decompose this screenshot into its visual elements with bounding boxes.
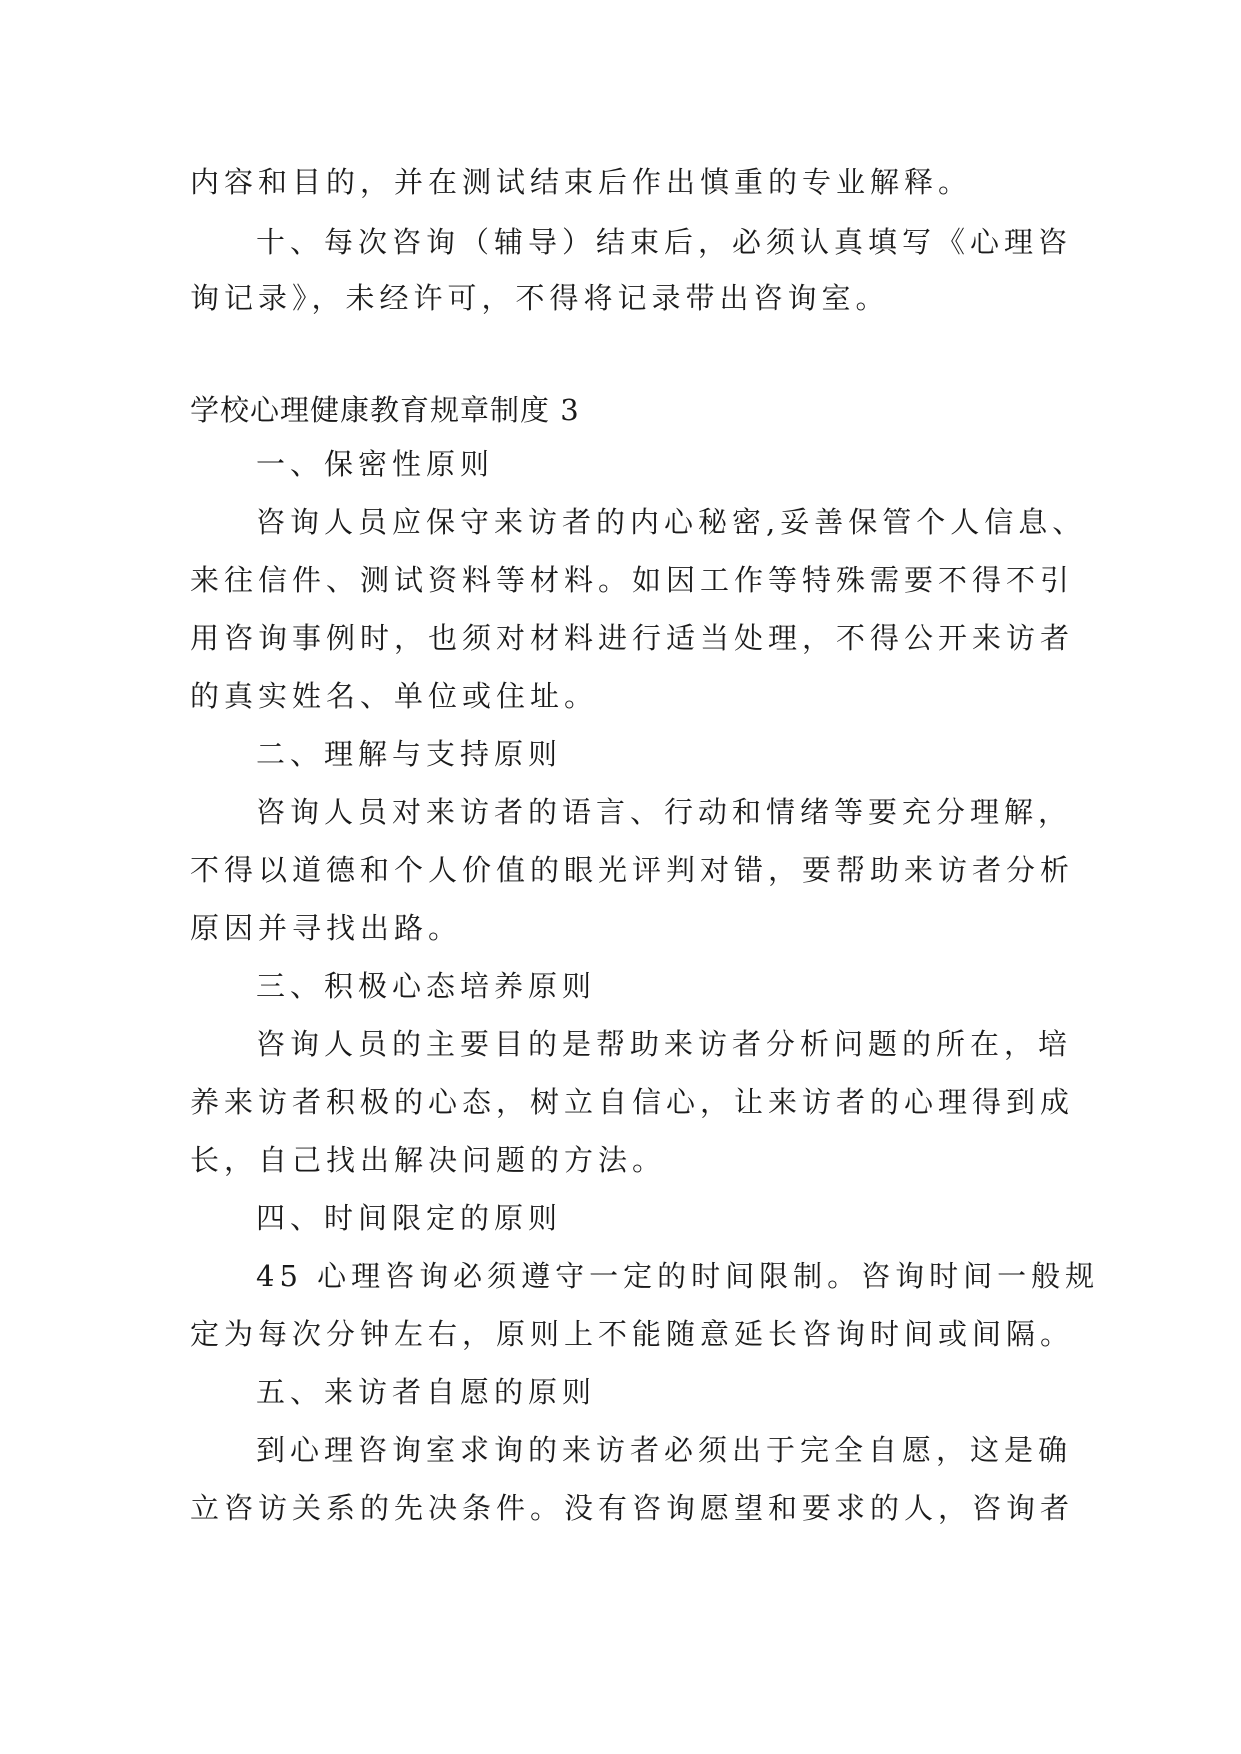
body-text-line: 养来访者积极的心态，树立自信心，让来访者的心理得到成 [190, 1085, 1075, 1119]
body-text-line: 来往信件、测试资料等材料。如因工作等特殊需要不得不引 [190, 563, 1075, 597]
section-heading: 三、积极心态培养原则 [256, 969, 597, 1003]
body-text-line: 不得以道德和个人价值的眼光评判对错，要帮助来访者分析 [190, 853, 1075, 887]
body-text-line: 咨询人员对来访者的语言、行动和情绪等要充分理解， [256, 795, 1073, 829]
body-text-line: 用咨询事例时，也须对材料进行适当处理，不得公开来访者 [190, 621, 1075, 655]
body-text-line: 咨询人员应保守来访者的内心秘密,妥善保管个人信息、 [256, 505, 1087, 539]
section-heading: 一、保密性原则 [256, 447, 495, 481]
body-text-line: 原因并寻找出路。 [190, 911, 463, 945]
body-text-line: 咨询人员的主要目的是帮助来访者分析问题的所在，培 [256, 1027, 1073, 1061]
body-text-line: 十、每次咨询（辅导）结束后，必须认真填写《心理咨 [256, 225, 1073, 259]
body-text-line: 询记录》，未经许可，不得将记录带出咨询室。 [190, 281, 890, 315]
body-text-line: 45 心理咨询必须遵守一定的时间限制。咨询时间一般规 [256, 1259, 1100, 1293]
body-text-line: 长，自己找出解决问题的方法。 [190, 1143, 667, 1177]
body-text-line: 内容和目的，并在测试结束后作出慎重的专业解释。 [190, 165, 973, 199]
body-text-line: 立咨访关系的先决条件。没有咨询愿望和要求的人，咨询者 [190, 1491, 1075, 1525]
section-heading: 二、理解与支持原则 [256, 737, 563, 771]
section-heading: 五、来访者自愿的原则 [256, 1375, 597, 1409]
section-title: 学校心理健康教育规章制度 3 [190, 393, 580, 427]
section-heading: 四、时间限定的原则 [256, 1201, 563, 1235]
body-text-line: 的真实姓名、单位或住址。 [190, 679, 599, 713]
body-text-line: 到心理咨询室求询的来访者必须出于完全自愿，这是确 [256, 1433, 1073, 1467]
body-text-line: 定为每次分钟左右，原则上不能随意延长咨询时间或间隔。 [190, 1317, 1075, 1351]
